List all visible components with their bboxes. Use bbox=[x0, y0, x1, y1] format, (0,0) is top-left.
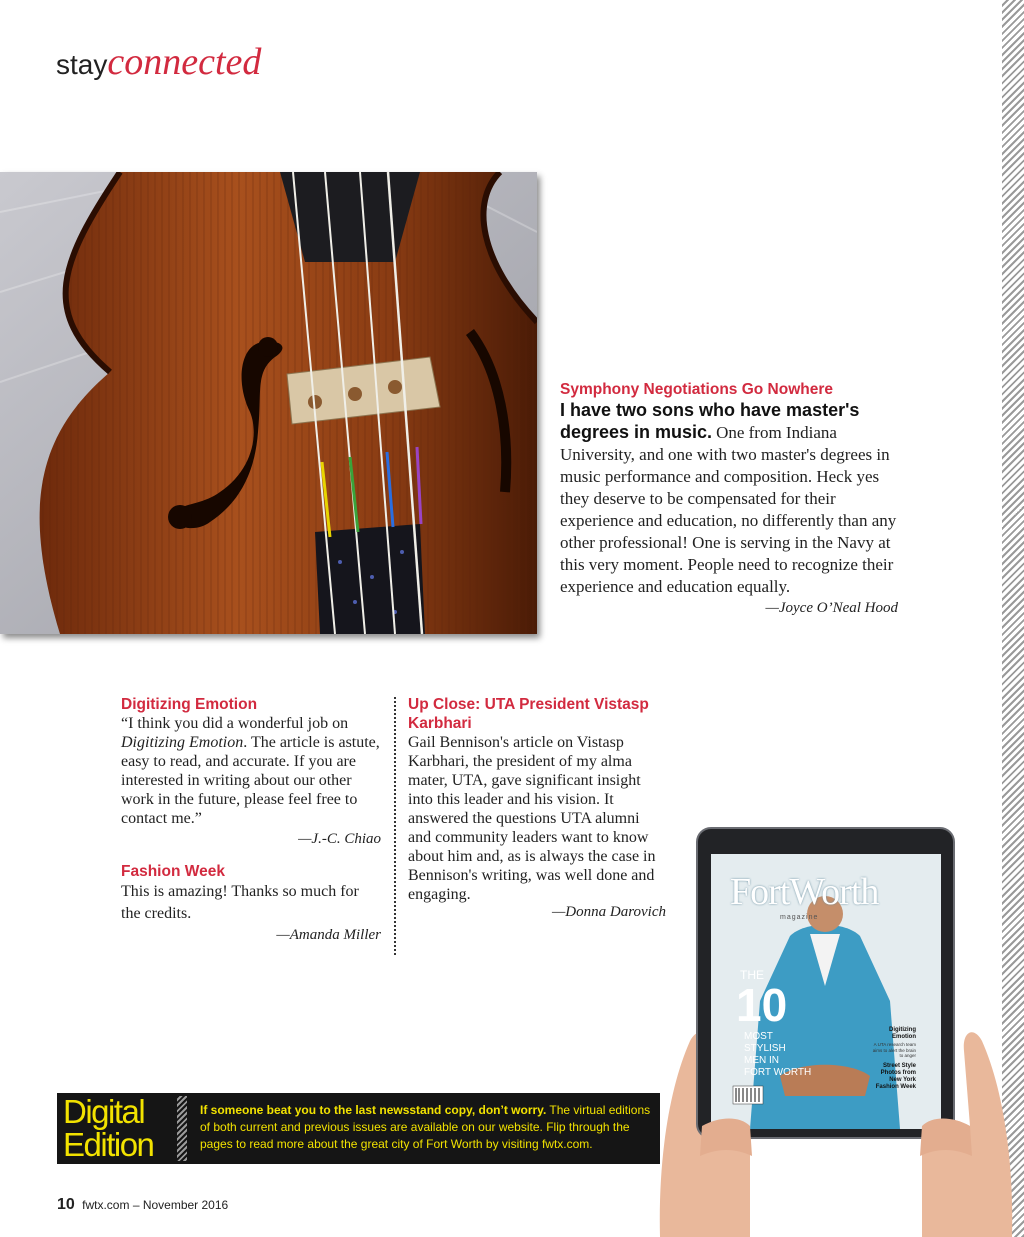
letter-symphony bbox=[560, 380, 898, 617]
cover-subtitle: magazine bbox=[780, 914, 819, 921]
letter-signature: —Amanda Miller bbox=[276, 927, 381, 943]
cover-the: THE bbox=[740, 968, 764, 982]
cover-men-in: MEN IN bbox=[744, 1055, 779, 1066]
column-divider bbox=[394, 697, 396, 955]
letter-signature: —J.-C. Chiao bbox=[298, 831, 381, 847]
banner-stripe bbox=[177, 1096, 187, 1161]
cover-ten: 10 bbox=[736, 979, 788, 1031]
footer-text: fwtx.com – November 2016 bbox=[82, 1198, 229, 1212]
section-masthead bbox=[56, 40, 261, 87]
tablet-with-hands bbox=[640, 826, 1024, 1237]
cover-most: MOST bbox=[744, 1031, 773, 1042]
letter-heading: Digitizing Emotion bbox=[121, 696, 258, 713]
cover-stylish: STYLISH bbox=[744, 1043, 786, 1054]
letter-body: One from Indiana University, and one with two master's degrees in music performance and composition. Heck yes they deserve to be compensated for their experience and education, no differently than any other professional! One is serving in the Navy at this very moment. People need to recognize their experience and education equally. bbox=[560, 423, 897, 596]
cover-side-body-1: A UTA research team aims to alert the brain to anger bbox=[872, 1042, 916, 1058]
masthead-connected: connected bbox=[107, 41, 262, 83]
violin-photo bbox=[0, 172, 537, 634]
letter-heading: Symphony Negotiations Go Nowhere bbox=[560, 381, 833, 398]
cover-fort-worth: FORT WORTH bbox=[744, 1067, 812, 1078]
letters-column-right bbox=[408, 695, 666, 921]
letter-signature: —Donna Darovich bbox=[551, 904, 666, 920]
letter-lead: I have two sons who have master's degrees in music. bbox=[560, 400, 860, 442]
letter-body: Gail Bennison's article on Vistasp Karbhari, the president of my alma mater, UTA, gave significant insight into this leader and his vision. It answered the questions UTA alumni and community leaders want to know about him and, as is always the case in Bennison's writing, was well done and engaging. bbox=[408, 734, 656, 903]
cover-side-head-1: Digitizing Emotion bbox=[889, 1027, 916, 1040]
letter-body: “I think you did a wonderful job on Digitizing Emotion. The article is astute, easy to read, and accurate. If you are interested in writing about our other work in the future, please feel free to contact me.” bbox=[121, 715, 380, 827]
cover-title: FortWorth bbox=[730, 871, 879, 913]
masthead-stay: stay bbox=[56, 49, 108, 80]
digital-edition-title: Digital Edition bbox=[63, 1093, 154, 1163]
letter-heading: Fashion Week bbox=[121, 863, 225, 880]
digital-edition-copy: If someone beat you to the last newsstand copy, don’t worry. The virtual editions of both current and previous issues are available on our website. Flip through the pages to read more about the great city of Fort Worth by visiting fwtx.com. bbox=[200, 1103, 651, 1151]
letter-heading: Up Close: UTA President Vistasp Karbhari bbox=[408, 696, 649, 732]
letter-signature: —Joyce O’Neal Hood bbox=[765, 600, 898, 616]
page-footer bbox=[57, 1196, 228, 1214]
letter-body: This is amazing! Thanks so much for the credits. bbox=[121, 883, 359, 922]
digital-edition-banner bbox=[57, 1093, 660, 1164]
letters-column-left bbox=[121, 695, 381, 944]
violin-illustration bbox=[0, 172, 537, 634]
page-number: 10 bbox=[57, 1196, 75, 1213]
cover-side-head-2: Street Style Photos from New York Fashion Week bbox=[875, 1063, 916, 1090]
